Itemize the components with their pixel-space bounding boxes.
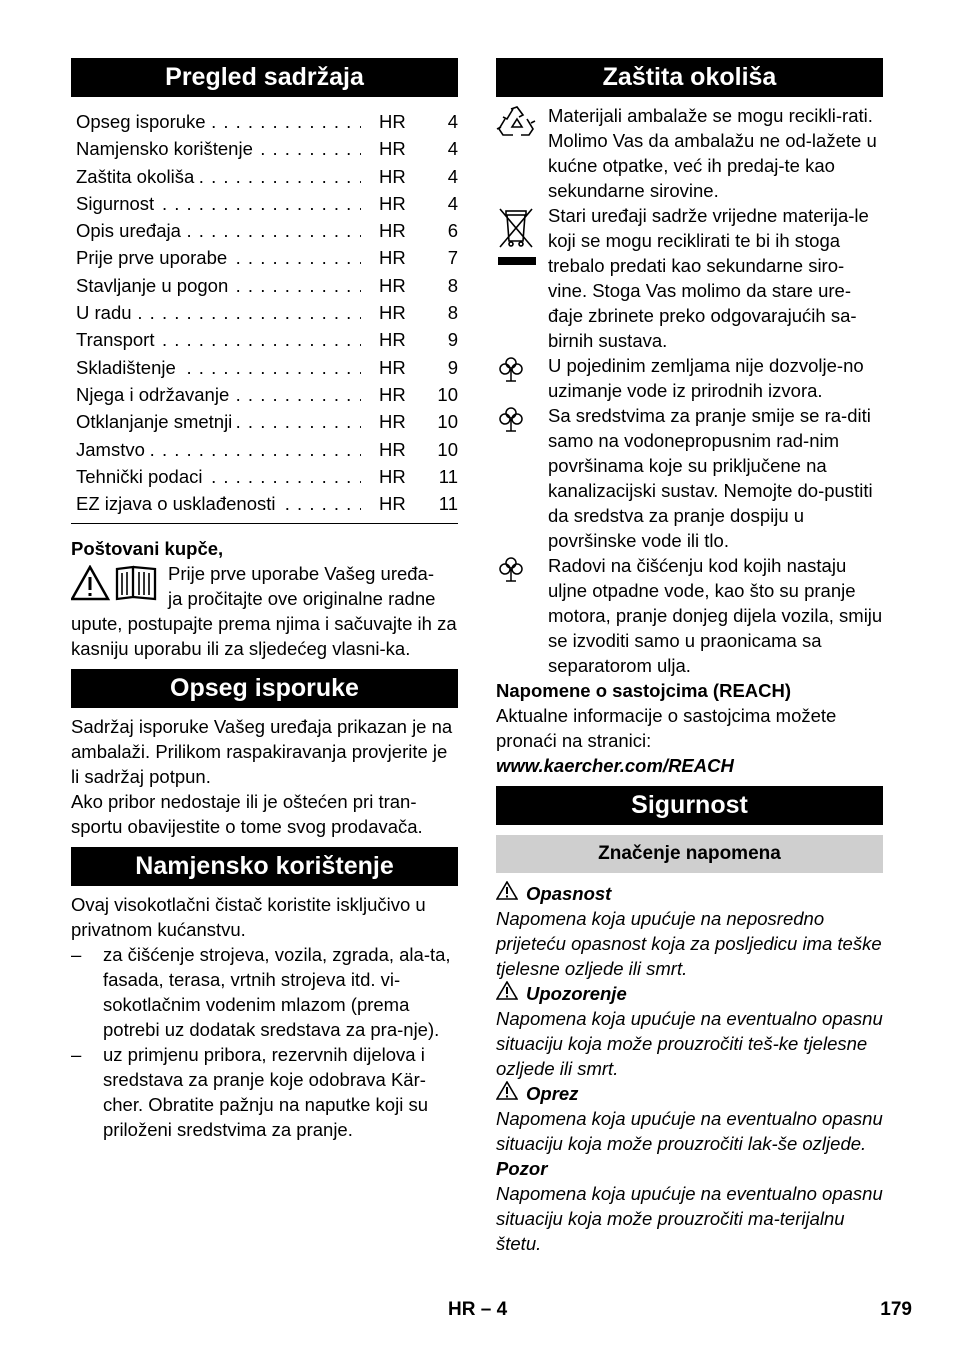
left-column xyxy=(71,58,458,1142)
toc-entry-title: Opis uređaja . . . xyxy=(76,217,361,244)
environment-icon xyxy=(496,555,526,589)
note-text: Napomena koja upućuje na eventualno opasnu situaciju koja može prouzročiti teš-ke tjelesne ozljede ili smrt. xyxy=(496,1008,883,1079)
toc-entry-lang: HR xyxy=(379,465,406,487)
list-dash: – xyxy=(71,944,82,966)
environment-item-text: Radovi na čišćenju kod kojih nastaju uljne otpadne vode, kao što su pranje motora, pranje donjeg dijela vozila, smiju se izvoditi samo u praonicama sa separatorom ulja. xyxy=(548,555,883,676)
toc-entry-title: Skladištenje . . . xyxy=(76,354,361,381)
environment-item-text: U pojedinim zemljama nije dozvolje-no uzimanje vode iz prirodnih izvora. xyxy=(548,355,864,401)
notes-list xyxy=(496,881,883,1256)
toc-row xyxy=(71,381,458,408)
toc-entry-title: Stavljanje u pogon . . . xyxy=(76,272,361,299)
scope-heading: Opseg isporuke xyxy=(71,669,458,708)
toc-entry-page: 11 xyxy=(438,493,458,515)
note-label: Oprez xyxy=(526,1083,579,1104)
use-text: Ovaj visokotlačni čistač koristite isključivo u privatnom kućanstvu. xyxy=(71,894,426,941)
environment-icon xyxy=(496,355,526,389)
toc-entry-lang: HR xyxy=(379,220,406,242)
note-text: Napomena koja upućuje na eventualno opasnu situaciju koja može prouzročiti lak-še ozljede. xyxy=(496,1108,883,1154)
toc-row xyxy=(71,244,458,271)
toc-entry-page: 9 xyxy=(447,356,458,378)
list-dash: – xyxy=(71,1044,82,1066)
environment-item xyxy=(496,353,883,403)
toc-entry-lang: HR xyxy=(379,192,406,214)
intro-line-1: Prije prve uporabe Vašeg uređa- xyxy=(168,563,435,585)
warning-triangle-icon xyxy=(496,881,518,906)
crossed-bin-icon xyxy=(496,205,538,273)
toc-entry-page: 4 xyxy=(447,165,458,187)
intro-line-2: ja pročitajte ove originalne radne xyxy=(168,588,436,610)
use-heading: Namjensko korištenje xyxy=(71,847,458,886)
toc-entry-title: Transport . . . xyxy=(76,326,361,353)
note-label: Upozorenje xyxy=(526,983,627,1004)
note-item xyxy=(496,1081,883,1156)
note-item xyxy=(496,1156,883,1256)
warning-manual-icon xyxy=(71,565,159,607)
toc-row xyxy=(71,217,458,244)
toc-entry-page: 8 xyxy=(447,274,458,296)
toc-entry-page: 9 xyxy=(447,329,458,351)
environment-heading: Zaštita okoliša xyxy=(496,58,883,97)
toc-entry-lang: HR xyxy=(379,138,406,160)
note-text: Napomena koja upućuje na neposredno prijeteću opasnost koja za posljedicu ima teške tjelesne ozljede ili smrt. xyxy=(496,908,882,979)
toc-entry-title: U radu . . . xyxy=(76,299,361,326)
footer-page-number: 179 xyxy=(880,1299,912,1320)
note-item xyxy=(496,881,883,981)
toc-entry-page: 10 xyxy=(437,438,458,460)
toc-entry-page: 8 xyxy=(447,302,458,324)
environment-item xyxy=(496,553,883,678)
toc-entry-title: Tehnički podaci . . . xyxy=(76,463,361,490)
toc-entry-page: 4 xyxy=(447,138,458,160)
note-item xyxy=(496,981,883,1081)
dear-customer: Poštovani kupče, xyxy=(71,538,224,560)
table-of-contents xyxy=(71,108,458,524)
toc-entry-page: 7 xyxy=(447,247,458,269)
toc-row xyxy=(71,299,458,326)
environment-list xyxy=(496,103,883,678)
right-column xyxy=(496,58,883,1256)
toc-entry-page: 10 xyxy=(437,411,458,433)
toc-entry-page: 10 xyxy=(437,383,458,405)
toc-row xyxy=(71,272,458,299)
reach-link[interactable]: www.kaercher.com/REACH xyxy=(496,755,734,776)
list-item xyxy=(71,1042,458,1142)
intro-block xyxy=(71,561,458,611)
toc-entry-title: EZ izjava o usklađenosti . . . xyxy=(76,490,361,517)
warning-triangle-icon xyxy=(496,1081,518,1106)
toc-heading: Pregled sadržaja xyxy=(71,58,458,97)
toc-row xyxy=(71,326,458,353)
toc-entry-title: Sigurnost . . . xyxy=(76,190,361,217)
toc-row xyxy=(71,436,458,463)
environment-item-text: Stari uređaji sadrže vrijedne materija-le koji se mogu reciklirati te bi ih stoga trebalo predati kao sekundarne siro-vine. Stoga Vas molimo da stare ure-đaje zbrinete preko odgovarajućih sa-birnih sustava. xyxy=(548,205,869,351)
reach-heading: Napomene o sastojcima (REACH) xyxy=(496,680,792,701)
toc-entry-lang: HR xyxy=(379,329,406,351)
environment-item xyxy=(496,403,883,553)
note-label: Pozor xyxy=(496,1158,548,1179)
toc-entry-lang: HR xyxy=(379,438,406,460)
toc-entry-lang: HR xyxy=(379,165,406,187)
recycle-icon xyxy=(496,105,538,151)
toc-entry-title: Zaštita okoliša . . . xyxy=(76,163,361,190)
list-item-text: uz primjenu pribora, rezervnih dijelova i sredstava za pranje koje odobrava Kär-cher. Obratite pažnju na naputke koji su priloženi sredstvima za pranje. xyxy=(103,1044,428,1141)
toc-entry-lang: HR xyxy=(379,383,406,405)
toc-row xyxy=(71,163,458,190)
toc-entry-page: 4 xyxy=(447,111,458,132)
notes-heading: Značenje napomena xyxy=(496,835,883,873)
environment-icon xyxy=(496,405,526,439)
intro-rest: upute, postupajte prema njima i sačuvajte ih za kasniju uporabu ili za sljedećeg vlasni-ka. xyxy=(71,613,457,660)
toc-entry-page: 6 xyxy=(447,220,458,242)
toc-entry-page: 11 xyxy=(438,465,458,487)
toc-entry-title: Njega i održavanje . . . xyxy=(76,381,361,408)
scope-text-1: Sadržaj isporuke Vašeg uređaja prikazan je na ambalaži. Prilikom raspakiravanja provjerite je li sadržaj potpun. xyxy=(71,716,453,788)
safety-heading: Sigurnost xyxy=(496,786,883,825)
toc-entry-title: Opseg isporuke . . . xyxy=(76,108,361,135)
toc-entry-lang: HR xyxy=(379,356,406,378)
toc-row xyxy=(71,108,458,135)
toc-entry-title: Namjensko korištenje . . . xyxy=(76,135,361,162)
toc-entry-lang: HR xyxy=(379,411,406,433)
toc-row xyxy=(71,354,458,381)
toc-entry-lang: HR xyxy=(379,274,406,296)
footer-section: HR – 4 xyxy=(448,1299,508,1320)
toc-entry-title: Jamstvo . . . xyxy=(76,436,361,463)
toc-entry-lang: HR xyxy=(379,493,406,515)
toc-entry-title: Prije prve uporabe . . . xyxy=(76,244,361,271)
toc-row xyxy=(71,190,458,217)
environment-item xyxy=(496,203,883,353)
list-item-text: za čišćenje strojeva, vozila, zgrada, ala-ta, fasada, terasa, vrtnih strojeva itd. vi-sokotlačnim vodenim mlazom (prema potrebi uz dodatak sredstava za pra-nje). xyxy=(103,944,451,1041)
toc-entry-lang: HR xyxy=(379,302,406,324)
toc-row xyxy=(71,135,458,162)
environment-item-text: Sa sredstvima za pranje smije se ra-diti samo na vodonepropusnim rad-nim površinama koje su priključene na kanalizacijski sustav. Nemojte do-pustiti da sredstva za pranje dospiju u površinske vode ili tlo. xyxy=(548,405,873,551)
toc-entry-lang: HR xyxy=(379,111,406,132)
environment-item xyxy=(496,103,883,203)
toc-entry-lang: HR xyxy=(379,247,406,269)
toc-row xyxy=(71,463,458,490)
note-label: Opasnost xyxy=(526,883,612,904)
toc-row xyxy=(71,490,458,517)
note-text: Napomena koja upućuje na eventualno opasnu situaciju koja može prouzročiti ma-terijalnu štetu. xyxy=(496,1183,883,1254)
list-item xyxy=(71,942,458,1042)
toc-entry-page: 4 xyxy=(447,192,458,214)
toc-entry-title: Otklanjanje smetnji . . . xyxy=(76,408,361,435)
warning-triangle-icon xyxy=(496,981,518,1006)
reach-text: Aktualne informacije o sastojcima možete pronaći na stranici: xyxy=(496,705,837,751)
environment-item-text: Materijali ambalaže se mogu recikli-rati. Molimo Vas da ambalažu ne od-lažete u kućne otpatke, već ih predaj-te kao sekundarne sirovine. xyxy=(548,105,877,201)
scope-text-2: Ako pribor nedostaje ili je oštećen pri tran-sportu obavijestite o tome svog prodavača. xyxy=(71,791,423,838)
toc-row xyxy=(71,408,458,435)
